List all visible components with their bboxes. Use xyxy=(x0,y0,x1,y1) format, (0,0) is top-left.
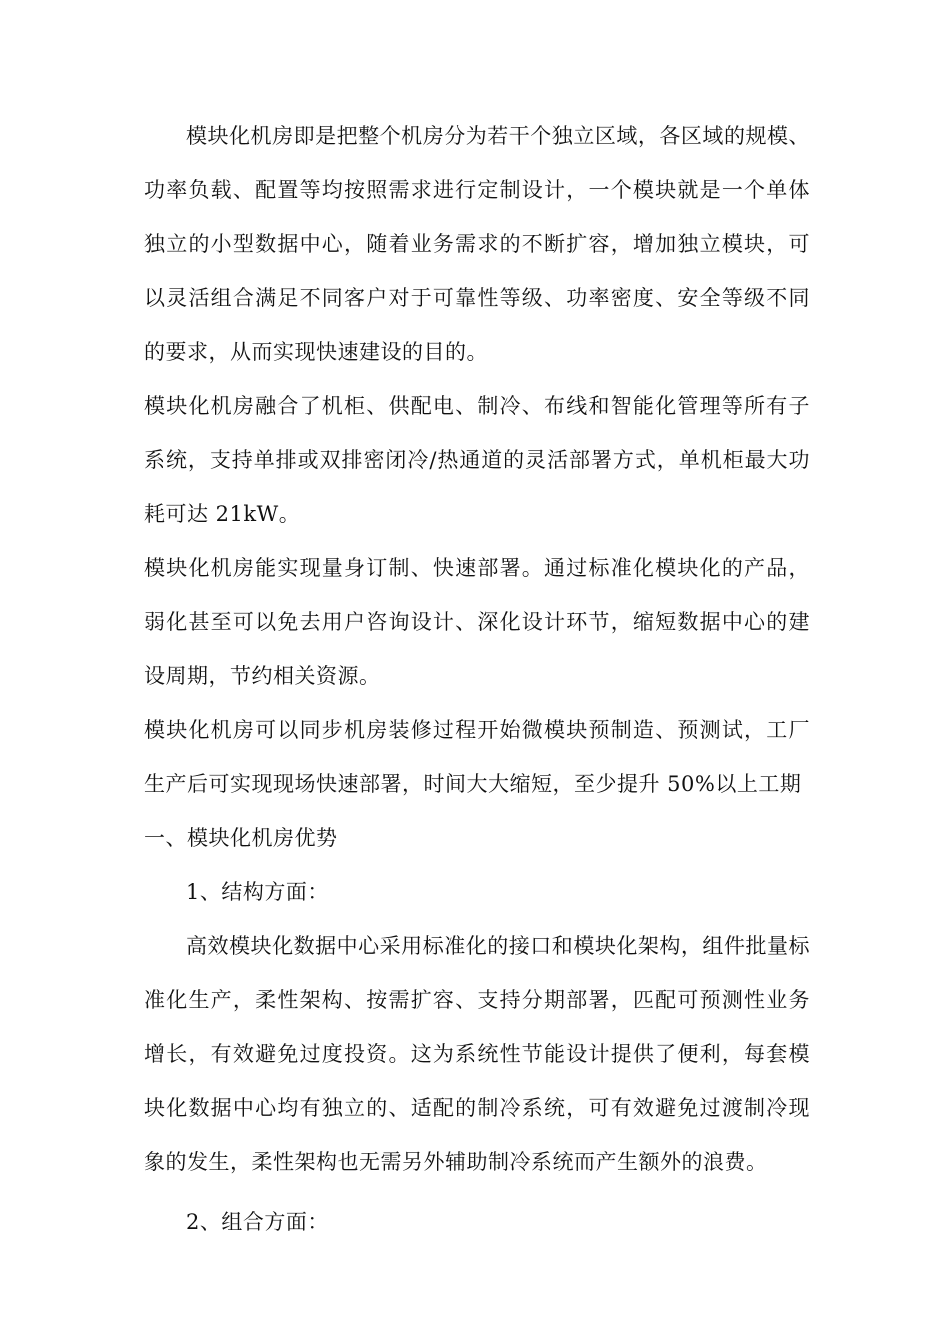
deployment-paragraph: 模块化机房能实现量身订制、快速部署。通过标准化模块化的产品，弱化甚至可以免去用户咨询设计、深化设计环节，缩短数据中心的建设周期，节约相关资源。 xyxy=(144,556,810,688)
structure-paragraph: 高效模块化数据中心采用标准化的接口和模块化架构，组件批量标准化生产，柔性架构、按需扩容、支持分期部署，匹配可预测性业务增长，有效避免过度投资。这为系统性节能设计提供了便利，每套模块化数据中心均有独立的、适配的制冷系统，可有效避免过渡制冷现象的发生，柔性架构也无需另外辅助制冷系统而产生额外的浪费。 xyxy=(144,934,810,1174)
integration-paragraph: 模块化机房融合了机柜、供配电、制冷、布线和智能化管理等所有子系统，支持单排或双排密闭冷/热通道的灵活部署方式，单机柜最大功耗可达 21kW。 xyxy=(144,394,810,526)
document-body xyxy=(144,109,810,1249)
subsection-heading-structure: 1、结构方面： xyxy=(186,880,329,904)
intro-paragraph: 模块化机房即是把整个机房分为若干个独立区域，各区域的规模、功率负载、配置等均按照需求进行定制设计，一个模块就是一个单体独立的小型数据中心，随着业务需求的不断扩容，增加独立模块，可以灵活组合满足不同客户对于可靠性等级、功率密度、安全等级不同的要求，从而实现快速建设的目的。 xyxy=(144,124,810,364)
section-heading: 一、模块化机房优势 xyxy=(144,826,338,850)
prefabrication-paragraph: 模块化机房可以同步机房装修过程开始微模块预制造、预测试，工厂生产后可实现现场快速部署，时间大大缩短，至少提升 50%以上工期 xyxy=(144,718,810,796)
subsection-heading-combination: 2、组合方面： xyxy=(186,1210,329,1234)
